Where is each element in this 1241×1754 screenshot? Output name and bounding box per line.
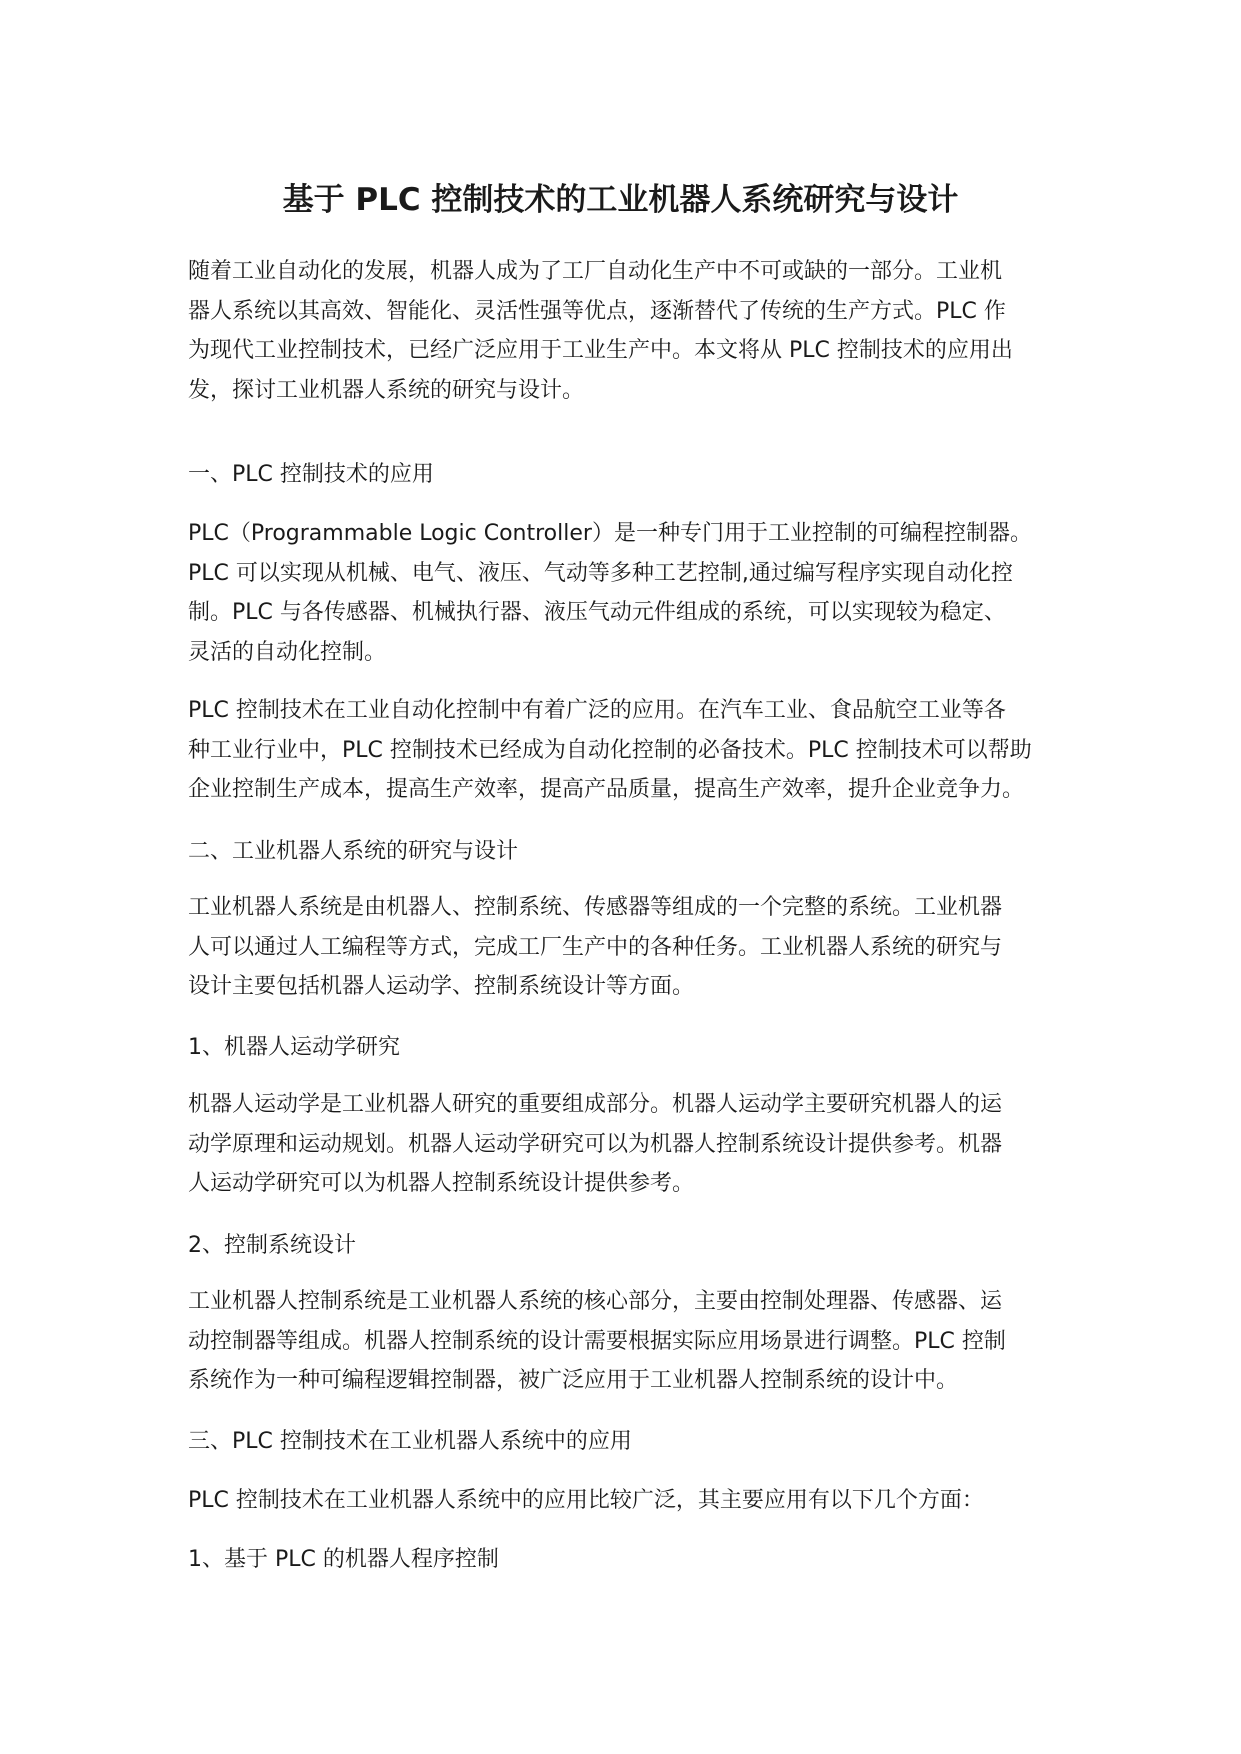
- document-title: 基于 PLC 控制技术的工业机器人系统研究与设计: [282, 182, 959, 218]
- text-line: 企业控制生产成本，提高生产效率，提高产品质量，提高生产效率，提升企业竞争力。: [188, 777, 1025, 802]
- text-line: 设计主要包括机器人运动学、控制系统设计等方面。: [188, 974, 695, 999]
- section-heading-1: 一、PLC 控制技术的应用: [188, 462, 434, 487]
- text-line: 发，探讨工业机器人系统的研究与设计。: [188, 377, 585, 403]
- text-line: PLC 可以实现从机械、电气、液压、气动等多种工艺控制,通过编写程序实现自动化控: [188, 560, 1013, 586]
- text-line: 器人系统以其高效、智能化、灵活性强等优点，逐渐替代了传统的生产方式。PLC 作: [188, 298, 1006, 324]
- text-line: 种工业行业中，PLC 控制技术已经成为自动化控制的必备技术。PLC 控制技术可以帮助: [188, 737, 1032, 763]
- subsection-heading-control: 2、控制系统设计: [188, 1233, 356, 1258]
- text-line: 为现代工业控制技术，已经广泛应用于工业生产中。本文将从 PLC 控制技术的应用出: [188, 338, 1013, 363]
- subsection-heading-kinematics: 1、机器人运动学研究: [188, 1035, 400, 1060]
- paragraph-plc-applications: [188, 691, 1078, 810]
- text-line: 工业机器人控制系统是工业机器人系统的核心部分，主要由控制处理器、传感器、运: [188, 1289, 1003, 1314]
- text-line: 动控制器等组成。机器人控制系统的设计需要根据实际应用场景进行调整。PLC 控制: [188, 1328, 1006, 1354]
- paragraph-applications-intro: [188, 1481, 1078, 1521]
- text-line: PLC（Programmable Logic Controller）是一种专门用于工业控制的可编程控制器。: [188, 521, 1032, 546]
- text-line: 制。PLC 与各传感器、机械执行器、液压气动元件组成的系统，可以实现较为稳定、: [188, 600, 1006, 625]
- text-line: 工业机器人系统是由机器人、控制系统、传感器等组成的一个完整的系统。工业机器: [188, 895, 1003, 920]
- text-line: 机器人运动学是工业机器人研究的重要组成部分。机器人运动学主要研究机器人的运: [188, 1092, 1003, 1117]
- paragraph-control-system: [188, 1282, 1078, 1401]
- text-line: 系统作为一种可编程逻辑控制器，被广泛应用于工业机器人控制系统的设计中。: [188, 1368, 959, 1393]
- text-line: 灵活的自动化控制。: [188, 639, 387, 665]
- subsection-heading-program-control: 1、基于 PLC 的机器人程序控制: [188, 1547, 499, 1572]
- paragraph-intro: [188, 252, 1078, 410]
- text-line: PLC 控制技术在工业自动化控制中有着广泛的应用。在汽车工业、食品航空工业等各: [188, 698, 1006, 723]
- text-line: 随着工业自动化的发展，机器人成为了工厂自动化生产中不可或缺的一部分。工业机: [188, 259, 1003, 284]
- section-heading-2: 二、工业机器人系统的研究与设计: [188, 839, 519, 864]
- text-line: 人可以通过人工编程等方式，完成工厂生产中的各种任务。工业机器人系统的研究与: [188, 934, 1003, 960]
- paragraph-robot-system: [188, 888, 1078, 1007]
- paragraph-kinematics: [188, 1085, 1078, 1204]
- text-line: PLC 控制技术在工业机器人系统中的应用比较广泛，其主要应用有以下几个方面：: [188, 1488, 984, 1513]
- section-heading-3: 三、PLC 控制技术在工业机器人系统中的应用: [188, 1429, 632, 1454]
- text-line: 人运动学研究可以为机器人控制系统设计提供参考。: [188, 1171, 695, 1196]
- text-line: 动学原理和运动规划。机器人运动学研究可以为机器人控制系统设计提供参考。机器: [188, 1131, 1003, 1157]
- paragraph-plc-definition: [188, 514, 1078, 672]
